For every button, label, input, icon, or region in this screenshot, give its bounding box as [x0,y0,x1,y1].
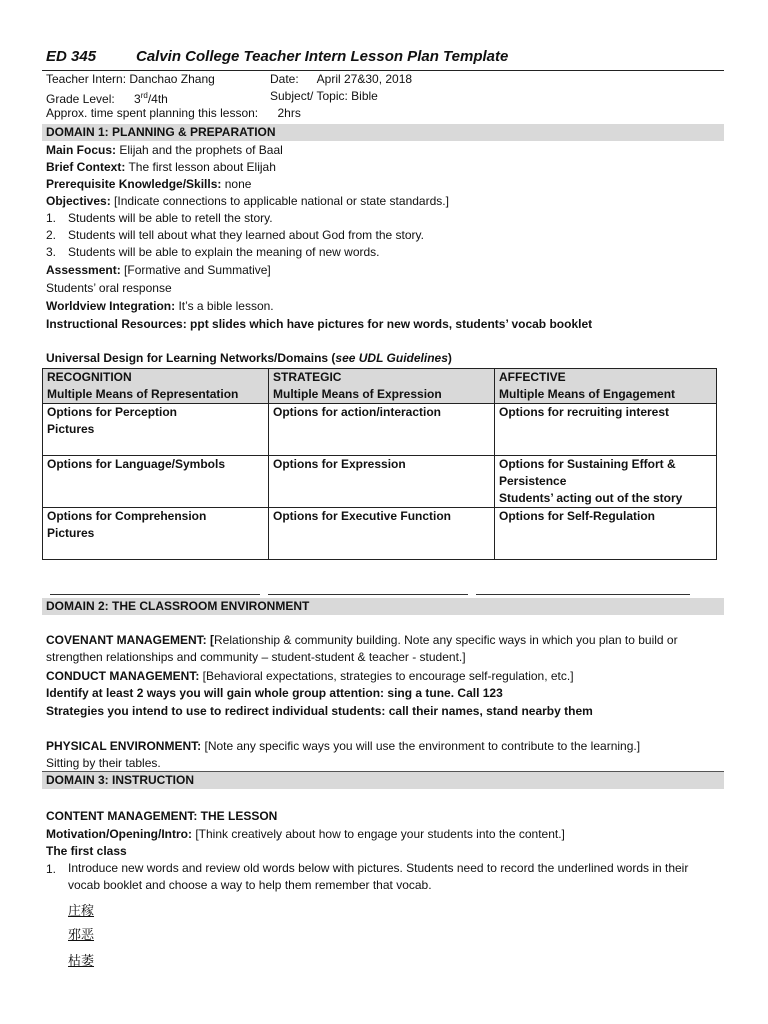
udl-cell-head: Options for Sustaining Effort & Persistence [499,457,676,488]
udl-col-subtitle: Multiple Means of Expression [273,387,442,401]
section-divider [50,594,260,595]
document-title [46,48,508,65]
covenant-label: COVENANT MANAGEMENT: [46,633,207,647]
resources-value: ppt slides which have pictures for new words, students’ vocab booklet [190,317,593,331]
udl-col-strategic [269,369,495,404]
udl-cell-head: Options for recruiting interest [499,405,670,419]
udl-row [43,456,717,508]
objectives-label: Objectives: [46,194,111,208]
prereq-line [46,176,251,192]
step-text: Introduce new words and review old words below with pictures. Students need to record the underlined words in their vocab booklet and choose a way to help them remember that vocab. [68,861,689,892]
covenant-bracket: [ [210,633,215,647]
udl-cell [495,404,717,456]
udl-cell-head: Options for action/interaction [273,405,442,419]
udl-cell-head: Options for Perception [47,405,178,419]
udl-heading-italic: see UDL Guidelines [335,351,448,365]
conduct-label: CONDUCT MANAGEMENT: [46,669,200,683]
domain2-heading-bar [42,598,724,615]
objectives-line [46,193,449,209]
conduct-note: [Behavioral expectations, strategies to encourage self-regulation, etc.] [202,669,574,683]
context-value: The first lesson about Elijah [128,160,276,174]
udl-row [43,404,717,456]
udl-col-subtitle: Multiple Means of Representation [47,387,239,401]
motivation-note: [Think creatively about how to engage your students into the content.] [195,827,565,841]
udl-cell-head: Options for Self-Regulation [499,509,655,523]
redirect-line [46,703,593,719]
udl-col-recognition [43,369,269,404]
udl-cell [269,508,495,560]
redirect-value: call their names, stand nearby them [388,704,593,718]
assessment-note: [Formative and Summative] [124,263,271,277]
time-line [46,105,301,121]
physical-value: Sitting by their tables. [46,756,161,770]
udl-cell [43,456,269,508]
grade-value-rest: /4th [147,92,168,106]
prereq-value: none [224,177,252,191]
context-label: Brief Context: [46,160,126,174]
udl-col-subtitle: Multiple Means of Engagement [499,387,676,401]
worldview-line [46,298,274,314]
objective-num: 1. [46,211,57,225]
udl-cell-body: Students’ acting out of the story [499,491,683,505]
motivation-line [46,826,565,842]
assessment-value: Students’ oral response [46,281,172,295]
attention-label: Identify at least 2 ways you will gain whole group attention: [46,686,385,700]
attention-value: sing a tune. Call 123 [387,686,503,700]
date-label: Date: [270,72,299,86]
udl-cell-body: Pictures [47,422,95,436]
objective-num: 2. [46,228,57,242]
section-divider [268,594,468,595]
udl-cell-head: Options for Comprehension [47,509,207,523]
udl-heading-pre: Universal Design for Learning Networks/Domains ( [46,351,336,365]
date-value: April 27&30, 2018 [316,72,413,86]
main-focus-value: Elijah and the prophets of Baal [119,143,283,157]
subject-label: Subject/ Topic: [270,89,348,103]
udl-cell [495,508,717,560]
teacher-value: Danchao Zhang [129,72,215,86]
udl-cell [43,404,269,456]
objective-item [46,210,273,226]
main-focus-line [46,142,283,158]
udl-col-title: AFFECTIVE [499,370,566,384]
udl-cell-head: Options for Executive Function [273,509,452,523]
udl-cell-body: Pictures [47,526,95,540]
vocab-word: 庄稼 [68,903,95,918]
udl-col-title: RECOGNITION [47,370,132,384]
time-value: 2hrs [277,106,301,120]
udl-col-title: STRATEGIC [273,370,342,384]
objective-text: Students will tell about what they learned about God from the story. [68,228,424,242]
objective-num: 3. [46,245,57,259]
teacher-label: Teacher Intern: [46,72,127,86]
redirect-label: Strategies you intend to use to redirect individual students: [46,704,386,718]
resources-label: Instructional Resources: [46,317,187,331]
udl-cell [495,456,717,508]
objective-item [46,227,424,243]
udl-row [43,508,717,560]
udl-heading-post: ) [447,351,452,365]
covenant-paragraph [46,632,718,666]
udl-table [42,368,717,560]
assessment-label: Assessment: [46,263,121,277]
template-title: Calvin College Teacher Intern Lesson Plan Template [136,48,509,65]
domain1-heading: DOMAIN 1: PLANNING & PREPARATION [46,125,276,139]
context-line [46,159,276,175]
main-focus-label: Main Focus: [46,143,117,157]
grade-value-sup: rd [140,91,148,100]
teacher-line [46,71,215,87]
objective-text: Students will be able to explain the meaning of new words. [68,245,380,259]
vocab-word: 枯萎 [68,953,95,968]
udl-heading [46,350,452,366]
prereq-label: Prerequisite Knowledge/Skills: [46,177,222,191]
udl-cell-head: Options for Language/Symbols [47,457,226,471]
domain2-heading: DOMAIN 2: THE CLASSROOM ENVIRONMENT [46,599,310,613]
date-line [270,71,412,87]
vocab-word: 邪恶 [68,927,95,942]
section-divider [476,594,690,595]
worldview-value: It’s a bible lesson. [178,299,274,313]
attention-line [46,685,503,701]
grade-value-num: 3 [134,92,141,106]
covenant-note: Relationship & community building. Note any specific ways in which you plan to build or strengthen relationships and community – student-student & teacher - student.] [46,633,678,664]
udl-col-affective [495,369,717,404]
objectives-note: [Indicate connections to applicable national or state standards.] [114,194,449,208]
course-code: ED 345 [46,48,97,65]
udl-cell-head: Options for Expression [273,457,406,471]
subject-line [270,88,378,104]
physical-note: [Note any specific ways you will use the environment to contribute to the learning.] [204,739,641,753]
udl-cell [43,508,269,560]
time-label: Approx. time spent planning this lesson: [46,106,259,120]
domain3-heading: DOMAIN 3: INSTRUCTION [46,773,194,787]
content-management-label: CONTENT MANAGEMENT: THE LESSON [46,809,278,823]
physical-label: PHYSICAL ENVIRONMENT: [46,739,202,753]
objective-text: Students will be able to retell the story. [68,211,273,225]
objective-item [46,244,380,260]
udl-header-row [43,369,717,404]
physical-line [46,738,640,754]
first-class-label: The first class [46,844,127,858]
motivation-label: Motivation/Opening/Intro: [46,827,192,841]
assessment-line [46,262,271,278]
step-number: 1. [46,862,57,876]
worldview-label: Worldview Integration: [46,299,176,313]
resources-line [46,316,592,332]
domain3-heading-bar [42,772,724,789]
domain1-heading-bar [42,124,724,141]
udl-cell [269,404,495,456]
grade-label: Grade Level: [46,92,115,106]
subject-value: Bible [351,89,378,103]
udl-cell [269,456,495,508]
conduct-line [46,668,574,684]
